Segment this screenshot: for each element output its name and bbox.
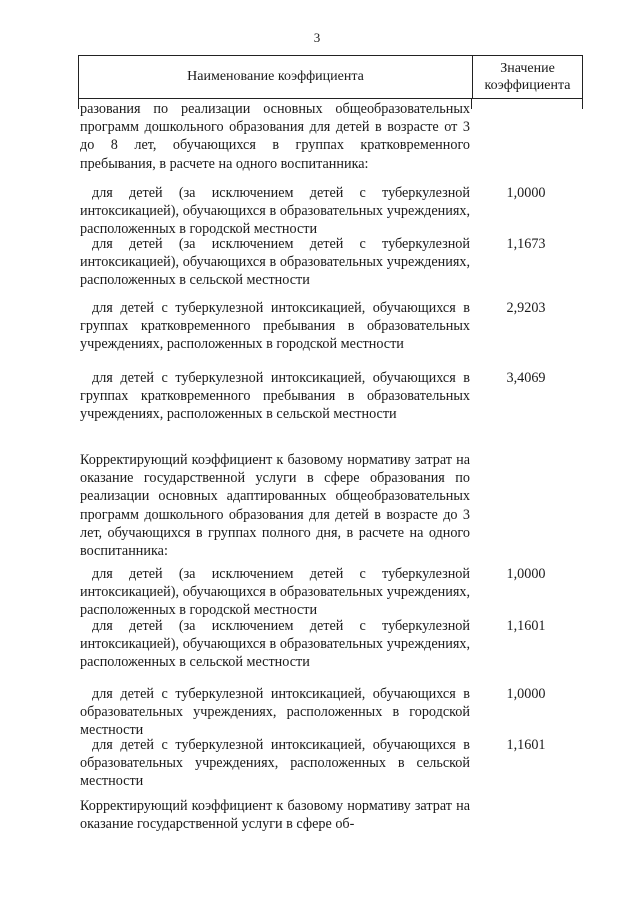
- row-value-2: 1,1673: [506, 236, 546, 252]
- table-border-middle: [471, 99, 472, 109]
- table-border-left: [78, 99, 79, 109]
- row-text-3: для детей с туберкулезной интоксикацией, обучающихся в группах кратковременного пребывания в образовательных учреждениях, расположенных в городской местности: [80, 300, 470, 353]
- row-value-9: 1,1601: [506, 737, 546, 753]
- row-text-5: Корректирующий коэффициент к базовому нормативу затрат на оказание государственной услуги в сфере образования по реализации основных адаптированных общеобразовательных программ дошкольного образования для детей в возрасте до 3 лет, обучающихся в группах полного дня, в расчете на одного воспитанника:: [80, 452, 470, 560]
- row-text-4: для детей с туберкулезной интоксикацией, обучающихся в группах кратковременного пребывания в образовательных учреждениях, расположенных в сельской местности: [80, 370, 470, 423]
- header-value-line1: Значение: [500, 61, 555, 76]
- row-text-0: разования по реализации основных общеобразовательных программ дошкольного образования для детей в возрасте от 3 до 8 лет, обучающихся в группах кратковременного пребывания, в расчете на одного воспитанника:: [80, 101, 470, 172]
- row-value-8: 1,0000: [506, 686, 546, 702]
- row-text-2: для детей (за исключением детей с туберкулезной интоксикацией), обучающихся в образовательных учреждениях, расположенных в сельской местности: [80, 236, 470, 289]
- row-text-10: Корректирующий коэффициент к базовому нормативу затрат на оказание государственной услуги в сфере об-: [80, 798, 470, 833]
- table-border-right: [582, 99, 583, 109]
- row-text-9: для детей с туберкулезной интоксикацией, обучающихся в образовательных учреждениях, расположенных в сельской местности: [80, 737, 470, 790]
- header-name-column: Наименование коэффициента: [79, 56, 473, 98]
- row-value-3: 2,9203: [506, 300, 546, 316]
- page-number: 3: [313, 30, 321, 45]
- row-value-1: 1,0000: [506, 185, 546, 201]
- row-text-6: для детей (за исключением детей с туберкулезной интоксикацией), обучающихся в образовательных учреждениях, расположенных в городской местности: [80, 566, 470, 619]
- header-value-line2: коэффициента: [484, 78, 571, 93]
- header-value-column: [473, 56, 582, 98]
- row-text-8: для детей с туберкулезной интоксикацией, обучающихся в образовательных учреждениях, расположенных в городской местности: [80, 686, 470, 739]
- row-text-1: для детей (за исключением детей с туберкулезной интоксикацией), обучающихся в образовательных учреждениях, расположенных в городской местности: [80, 185, 470, 238]
- table-header: [78, 55, 583, 99]
- row-value-6: 1,0000: [506, 566, 546, 582]
- row-value-4: 3,4069: [506, 370, 546, 386]
- row-value-7: 1,1601: [506, 618, 546, 634]
- row-text-7: для детей (за исключением детей с туберкулезной интоксикацией), обучающихся в образовательных учреждениях, расположенных в сельской местности: [80, 618, 470, 671]
